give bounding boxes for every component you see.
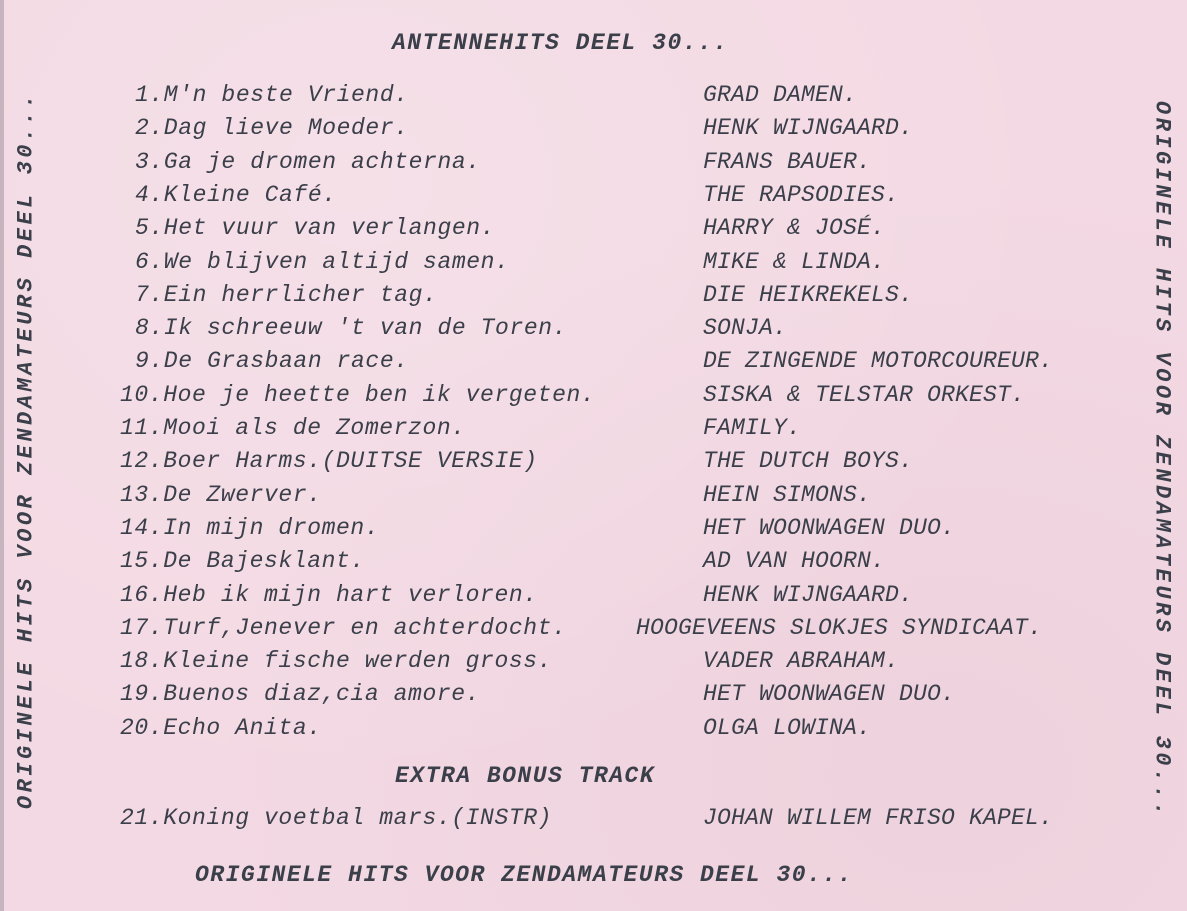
track-row xyxy=(0,249,1187,279)
spine-left-text: ORIGINELE HITS VOOR ZENDAMATEURS DEEL 30... xyxy=(13,90,39,810)
track-row xyxy=(0,515,1187,545)
track-row xyxy=(0,382,1187,412)
track-row xyxy=(0,315,1187,345)
track-artist: SONJA. xyxy=(703,315,788,341)
track-artist: OLGA LOWINA. xyxy=(703,715,872,741)
track-title: 4.Kleine Café. xyxy=(135,182,337,208)
track-artist: FRANS BAUER. xyxy=(703,149,872,175)
track-title: 2.Dag lieve Moeder. xyxy=(135,115,409,141)
album-title: ANTENNEHITS DEEL 30... xyxy=(392,30,729,56)
track-row xyxy=(0,482,1187,512)
track-artist: MIKE & LINDA. xyxy=(703,249,886,275)
track-title: 15.De Bajesklant. xyxy=(120,548,365,574)
track-title: 14.In mijn dromen. xyxy=(120,515,380,541)
track-artist: THE DUTCH BOYS. xyxy=(703,448,914,474)
track-row xyxy=(0,215,1187,245)
track-artist: HENK WIJNGAARD. xyxy=(703,582,914,608)
track-title: 3.Ga je dromen achterna. xyxy=(135,149,481,175)
track-row xyxy=(0,282,1187,312)
track-title: 8.Ik schreeuw 't van de Toren. xyxy=(135,315,568,341)
bonus-heading: EXTRA BONUS TRACK xyxy=(395,763,656,789)
track-row xyxy=(0,115,1187,145)
track-row xyxy=(0,415,1187,445)
track-title: 6.We blijven altijd samen. xyxy=(135,249,510,275)
track-artist: FAMILY. xyxy=(703,415,802,441)
track-artist: AD VAN HOORN. xyxy=(703,548,886,574)
track-artist: VADER ABRAHAM. xyxy=(703,648,900,674)
bonus-track-artist: JOHAN WILLEM FRISO KAPEL. xyxy=(703,805,1054,831)
track-artist: GRAD DAMEN. xyxy=(703,82,858,108)
track-row xyxy=(0,448,1187,478)
track-row xyxy=(0,348,1187,378)
track-row xyxy=(0,182,1187,212)
track-artist: DE ZINGENDE MOTORCOUREUR. xyxy=(703,348,1054,374)
track-title: 19.Buenos diaz,cia amore. xyxy=(120,681,481,707)
spine-right-text: ORIGINELE HITS VOOR ZENDAMATEURS DEEL 30... xyxy=(1149,100,1175,820)
track-title: 17.Turf,Jenever en achterdocht. xyxy=(120,615,567,641)
track-row xyxy=(0,582,1187,612)
track-row xyxy=(0,615,1187,645)
footer-title: ORIGINELE HITS VOOR ZENDAMATEURS DEEL 30... xyxy=(195,862,853,888)
track-row xyxy=(0,548,1187,578)
track-title: 20.Echo Anita. xyxy=(120,715,322,741)
track-artist: HEIN SIMONS. xyxy=(703,482,872,508)
bonus-track-title: 21.Koning voetbal mars.(INSTR) xyxy=(120,805,553,831)
track-artist: THE RAPSODIES. xyxy=(703,182,900,208)
track-title: 5.Het vuur van verlangen. xyxy=(135,215,496,241)
track-title: 11.Mooi als de Zomerzon. xyxy=(120,415,466,441)
track-title: 12.Boer Harms.(DUITSE VERSIE) xyxy=(120,448,538,474)
track-row xyxy=(0,648,1187,678)
bonus-track-row xyxy=(0,805,1187,835)
track-row xyxy=(0,82,1187,112)
track-title: 18.Kleine fische werden gross. xyxy=(120,648,553,674)
track-title: 13.De Zwerver. xyxy=(120,482,322,508)
track-row xyxy=(0,149,1187,179)
track-artist: SISKA & TELSTAR ORKEST. xyxy=(703,382,1026,408)
track-artist: HARRY & JOSÉ. xyxy=(703,215,886,241)
track-row xyxy=(0,681,1187,711)
track-title: 10.Hoe je heette ben ik vergeten. xyxy=(120,382,596,408)
track-title: 16.Heb ik mijn hart verloren. xyxy=(120,582,538,608)
track-artist: HET WOONWAGEN DUO. xyxy=(703,681,956,707)
track-title: 9.De Grasbaan race. xyxy=(135,348,409,374)
track-row xyxy=(0,715,1187,745)
track-title: 7.Ein herrlicher tag. xyxy=(135,282,438,308)
track-artist: HOOGEVEENS SLOKJES SYNDICAAT. xyxy=(636,615,1043,641)
track-title: 1.M'n beste Vriend. xyxy=(135,82,409,108)
track-artist: DIE HEIKREKELS. xyxy=(703,282,914,308)
track-artist: HENK WIJNGAARD. xyxy=(703,115,914,141)
track-artist: HET WOONWAGEN DUO. xyxy=(703,515,956,541)
